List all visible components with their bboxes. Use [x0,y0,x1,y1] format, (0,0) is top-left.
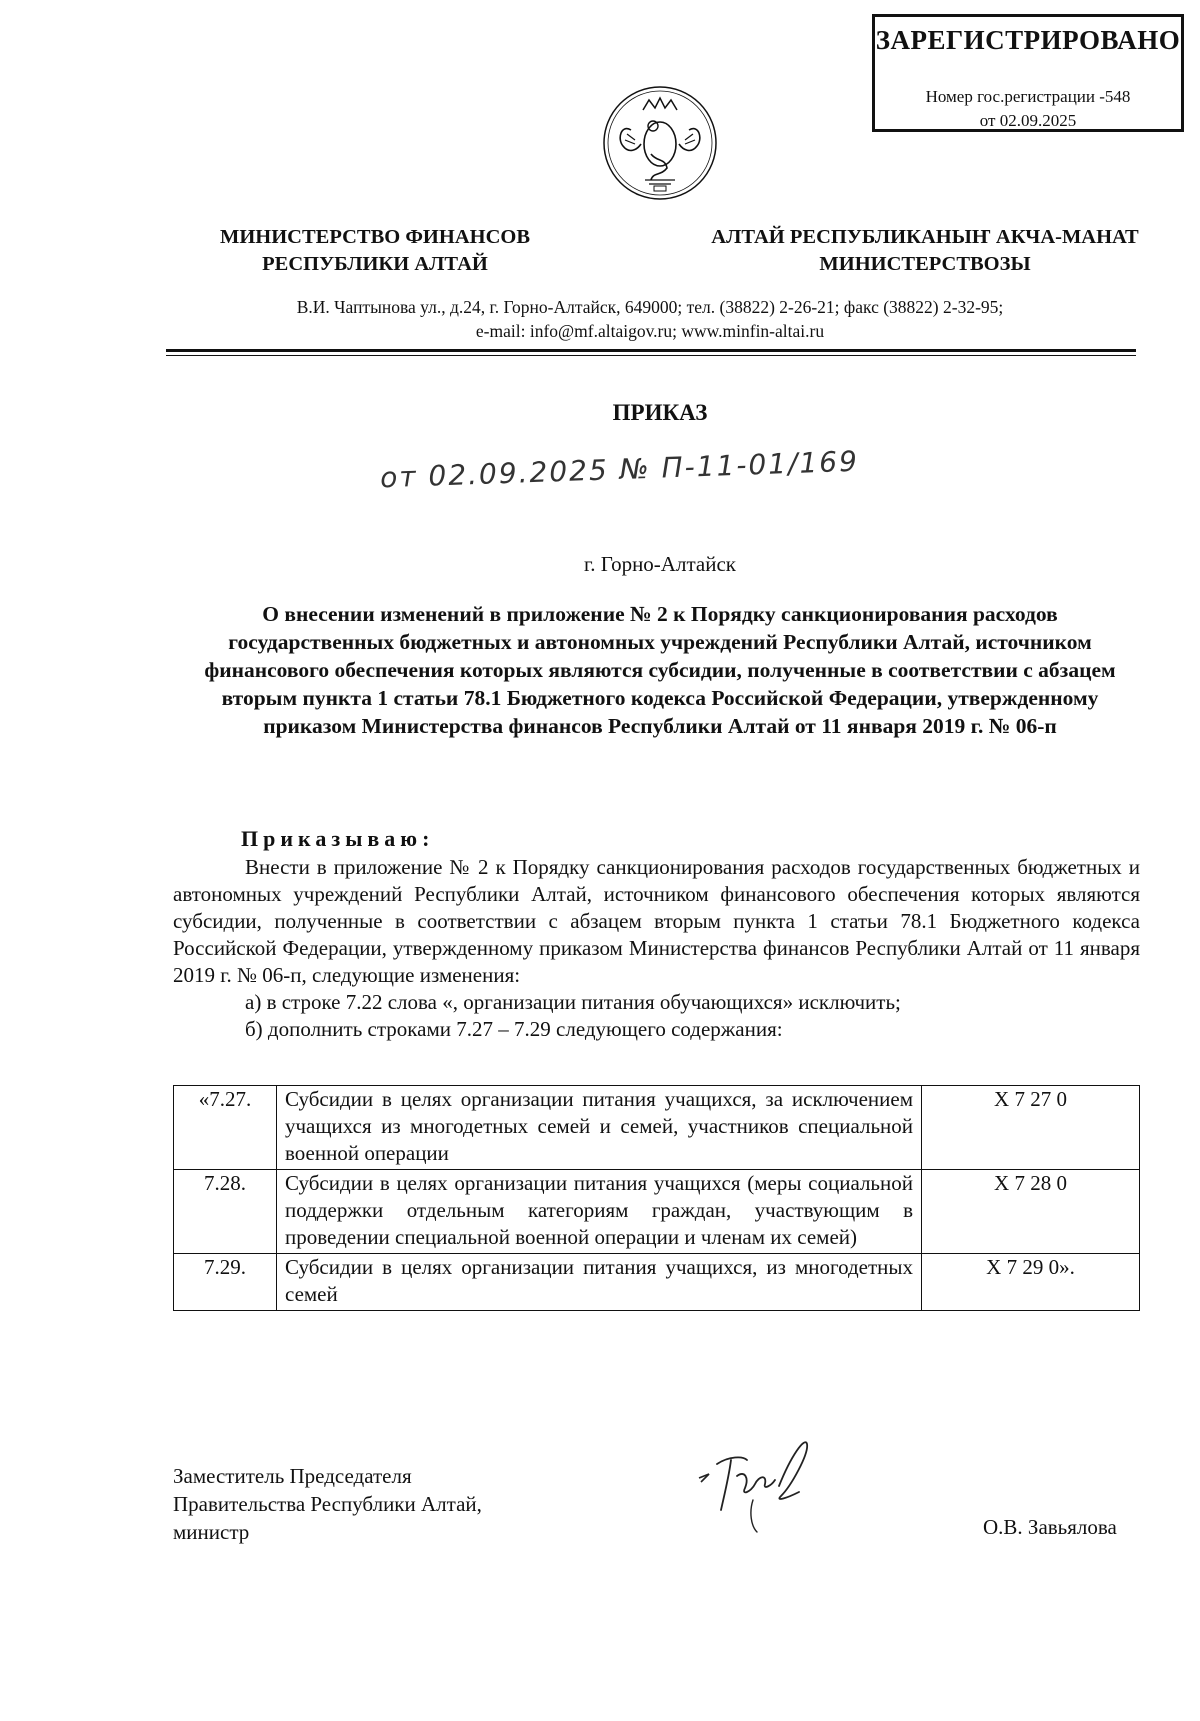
ministry-name-altai: АЛТАЙ РЕСПУБЛИКАНЫҤ АКЧА-МАНАТ МИНИСТЕРСТВОЗЫ [711,226,1139,275]
ministry-name-russian: МИНИСТЕРСТВО ФИНАНСОВ РЕСПУБЛИКИ АЛТАЙ [219,226,530,275]
header-divider-thick [166,349,1136,352]
row-number: «7.27. [174,1086,277,1170]
row-code: X 7 27 0 [922,1086,1140,1170]
row-description: Субсидии в целях организации питания учащихся (меры социальной поддержки отдельным категориям граждан, участвующим в проведении специальной военной операции и членам их семей) [277,1170,922,1254]
handwritten-order-number: от 02.09.2025 № П-11-01/169 [379,444,860,495]
row-description: Субсидии в целях организации питания учащихся, из многодетных семей [277,1254,922,1311]
row-code: X 7 28 0 [922,1170,1140,1254]
ministry-address [150,295,1150,343]
position-line: Заместитель Председателя [173,1464,412,1488]
body-paragraph: Внести в приложение № 2 к Порядку санкционирования расходов государственных бюджетных и автономных учреждений Республики Алтай, источником финансового обеспечения которых являются субсидии, полученные в соответствии с абзацем вторым пункта 1 статьи 78.1 Бюджетного кодекса Российской Федерации, утвержденному приказом Министерства финансов Республики Алтай от 11 января 2019 г. № 06-п, следующие изменения: [173,855,1140,987]
order-city: г. Горно-Алтайск [584,552,736,576]
signatory-name: О.В. Завьялова [983,1515,1117,1539]
stamp-registration-number: Номер гос.регистрации -548 [925,87,1131,106]
row-number: 7.28. [174,1170,277,1254]
orders-word: Приказываю: [241,826,435,851]
amendment-item-b: б) дополнить строками 7.27 – 7.29 следующего содержания: [245,1017,783,1041]
row-description: Субсидии в целях организации питания учащихся, за исключением учащихся из многодетных семей и семей, участников специальной военной операции [277,1086,922,1170]
amendment-item-a: а) в строке 7.22 слова «, организации питания обучающихся» исключить; [245,990,901,1014]
amendment-table [173,1085,1140,1311]
stamp-registration-date: от 02.09.2025 [979,111,1077,130]
signatory-position [173,1462,482,1546]
header-divider-thin [166,355,1136,356]
handwritten-signature [695,1426,835,1536]
table-row [174,1170,1140,1254]
position-line: министр [173,1520,250,1544]
row-number: 7.29. [174,1254,277,1311]
contacts-line: e-mail: info@mf.altaigov.ru; www.minfin-altai.ru [475,321,825,341]
order-body [173,854,1140,1043]
row-code: X 7 29 0». [922,1254,1140,1311]
order-title: ПРИКАЗ [612,400,708,425]
coat-of-arms-emblem [601,84,719,202]
address-line: В.И. Чаптынова ул., д.24, г. Горно-Алтайск, 649000; тел. (38822) 2-26-21; факс (38822) 2-32-95; [296,297,1004,317]
stamp-title: ЗАРЕГИСТРИРОВАНО [875,25,1181,55]
order-subject: О внесении изменений в приложение № 2 к Порядку санкционирования расходов государственных бюджетных и автономных учреждений Республики Алтай, источником финансового обеспечения которых являются субсидии, полученные в соответствии с абзацем вторым пункта 1 статьи 78.1 Бюджетного кодекса Российской Федерации, утвержденному приказом Министерства финансов Республики Алтай от 11 января 2019 г. № 06-п [204,602,1116,738]
table-row [174,1254,1140,1311]
table-row [174,1086,1140,1170]
position-line: Правительства Республики Алтай, [173,1492,482,1516]
registration-stamp [872,14,1184,132]
